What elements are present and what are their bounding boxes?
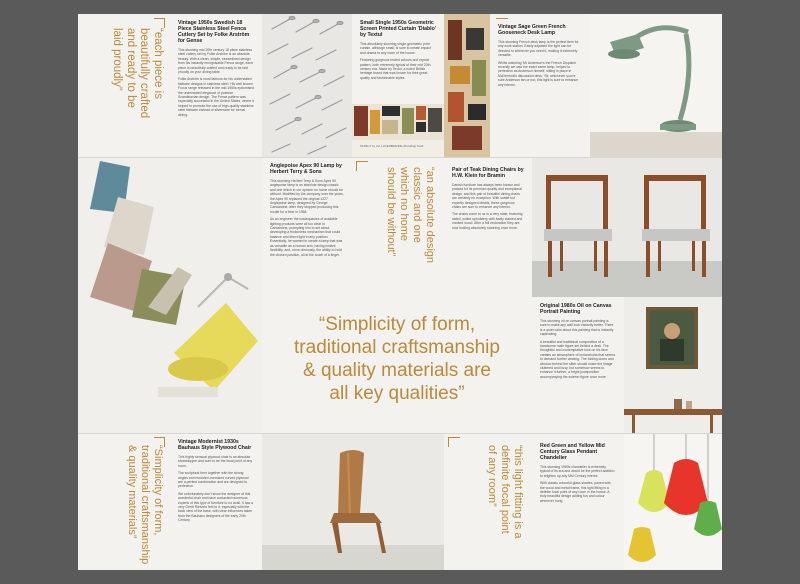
catalogue-page (78, 14, 722, 570)
portrait-text: Original 1980s Oil on Canvas Portrait Painting This stunning oil on canvas portrait painting is sure to make any wall look instantly better. There is a quiet calm about this painting that is instantly captivating. A beautiful and traditional composition of a handsome male figure set behind a desk. The thoughtful and contemplative look on his face creates an atmosphere of melancholia that seems to demand further viewing. The folding doors and window behind the sitter should make the image cluttered and busy, but somehow seems to enhance it further, a bright juxtaposition accompanying the solemn figure once more. (540, 303, 616, 379)
desk-lamp-image (590, 14, 722, 157)
curtain-text: Small Single 1950s Geometric Screen Printed Curtain 'Diablo' by Textul This absolutely stunning single geometric print curtain, although small, is sure to create impact and drama to any room of the house. Featuring gorgeous muted colours and repeat pattern, both extremely typical of their mid 20th century era. Made by Textul, a noted British heritage brand that was known for their great quality and fashionable styles. (360, 20, 436, 80)
desk-lamp-photo (590, 14, 722, 157)
plywood-chair-photo (262, 433, 444, 570)
center-quote: “Simplicity of form, traditional craftsmanship & quality materials are all key qualities” (294, 314, 500, 404)
dining-chairs-image (532, 157, 722, 297)
quote-cell-2 (352, 157, 444, 297)
chandelier-text: Red Green and Yellow Mid Century Glass Pendant Chandelier This stunning 1960s chandelier is extremely typical of its era and would be the perfect addition to brighten up any Mid Century interior. With classic colourful glass shades, paired with the wood and metal frame, this light fitting is a definite focal point of any room in the house. A truly beautiful design adding fun and colour wherever hung. (540, 443, 615, 503)
dining-chairs-title: Pair of Teak Dining Chairs by H.W. Klein for Bramin (452, 167, 524, 179)
portrait-photo (624, 297, 722, 433)
anglepoise-image (78, 157, 262, 433)
anglepoise-title: Anglepoise Apex 90 Lamp by Herbert Terry & Sons (270, 163, 342, 175)
dining-chairs-text: Pair of Teak Dining Chairs by H.W. Klein for Bramin Danish furniture has always been known and praised for its premium quality and exceptional design, and this pair of beautiful dining chairs are certainly no exception. With subtle but expertly designed details, these gorgeous chairs are sure to enhance any interior. The chairs come to us in a very state, featuring dated, soiled upholstery with badly stained and marked wood. After a full restoration they are now looking absolutely stunning once more. (452, 167, 524, 230)
plywood-chair-title: Vintage Modernist 1930s Bauhaus Style Plywood Chair (178, 439, 252, 451)
cutlery-photo (262, 14, 352, 157)
quote-design-classic: “an absolute design classic and one which no home should be without” (385, 167, 436, 264)
curtain-fabric-image (444, 14, 490, 157)
chandelier-photo (624, 433, 722, 570)
curtain-fabric-photo (444, 14, 490, 157)
portrait-image (624, 297, 722, 433)
cutlery-text: Vintage 1950s Swedish 18 Piece Stainless Steel Fenca Cutlery Set by Folke Arström for Gense This stunning mid 20th century 18 piece stainless steel cutlery set by Folke Arström is an absolute beauty. With a clean, simple, streamlined design from his instantly recognisable Fenca range, each piece is beautifully crafted and ready to be laid proudly on your dining table. Folke Arström is most famous for his understated flatware designs in stainless steel. His well known Focus range released in the mid 1950s epitomised the understated elegance of postwar Scandinavian design. The Fenca pattern was especially successful in the United States, where it helped to promote the use of high-quality stainless steel flatware instead of silverware for formal dining. (178, 20, 254, 117)
quote-focal-point: “this light fitting is a definite focal point of any room” (486, 445, 524, 539)
center-quote-cell (262, 297, 532, 433)
curtain-photo (352, 104, 444, 157)
dining-chairs-photo (532, 157, 722, 297)
plywood-chair-text: Vintage Modernist 1930s Bauhaus Style Plywood Chair This highly sensual plywood chair is an absolute showstopper and sure to be the focal point of any room. The sculptural form together with the strong angles and moulded oversized curved plywood are a perfect combination and are designed to perfection. We unfortunately don't know the designer of this wonderful chair and have contacted numerous experts of this type of furniture to no avail. It has a very Gerrit Rietveld feel to it, especially with the back view of the base, with clear influences taken from the Bauhaus designers of the early 20th Century. (178, 439, 254, 523)
chandelier-image (624, 433, 722, 570)
curtain-title: Small Single 1950s Geometric Screen Printed Curtain 'Diablo' by Textul (360, 20, 436, 38)
portrait-title: Original 1980s Oil on Canvas Portrait Painting (540, 303, 612, 315)
curtain-image (352, 104, 444, 157)
anglepoise-photo (78, 157, 262, 433)
quote-each-piece: “each piece is beautifully crafted and ready to be laid proudly” (111, 28, 164, 119)
cutlery-image (262, 14, 352, 157)
anglepoise-text: Anglepoise Apex 90 Lamp by Herbert Terry & Sons This stunning Herbert Terry & Sons Apex 90 anglepoise lamp is an absolute design classic and one which in our opinion no home should be without. Modified by the company over the years, the Apex 90 replaced the original 1227 Anglepoise lamp, designed by George Carwardine, after they stopped producing this model for a time in 1968. As an engineer the inadequacies of available lighting products were all too clear to Carwardine, prompting him to set about developing a frictionless mechanism that could balance and direct light in any position. Essentially, he wanted to create a lamp that was as versatile as a human arm, having instant flexibility, and, more obviously, the ability to hold the chosen position, all at the touch of a finger. (270, 163, 344, 257)
quote-cell-3 (78, 433, 170, 570)
quote-simplicity: “Simplicity of form, traditional craftsmanship & quality materials” (126, 445, 164, 565)
chandelier-title: Red Green and Yellow Mid Century Glass Pendant Chandelier (540, 443, 605, 461)
cutlery-title: Vintage 1950s Swedish 18 Piece Stainless Steel Fenca Cutlery Set by Folke Arström for Gense (178, 20, 250, 44)
desk-lamp-title: Vintage Sage Green French Gooseneck Desk Lamp (498, 24, 566, 36)
plywood-chair-image (262, 433, 444, 570)
desk-lamp-text: Vintage Sage Green French Gooseneck Desk Lamp This stunning French desk lamp is the perfect item for any work station. Easily adjusted the light can be directed to wherever you need it, making it extremely versatile. Whilst watching 'Mr Anderson's the French Dispatch recently we saw the exact same lamp, helped to perfection as Anderson himself, sitting in place in McDermott's discussion desk. 'Sir, whichever you're sure Anderson fan or not, this light is sure to enhance any interior. (490, 14, 590, 157)
curtain-caption: 'DIABLO' by I.M. LOVENBRANDE (Rundling) Textil (360, 144, 424, 148)
quote-cell-1 (78, 14, 170, 157)
quote-cell-4 (444, 433, 532, 570)
